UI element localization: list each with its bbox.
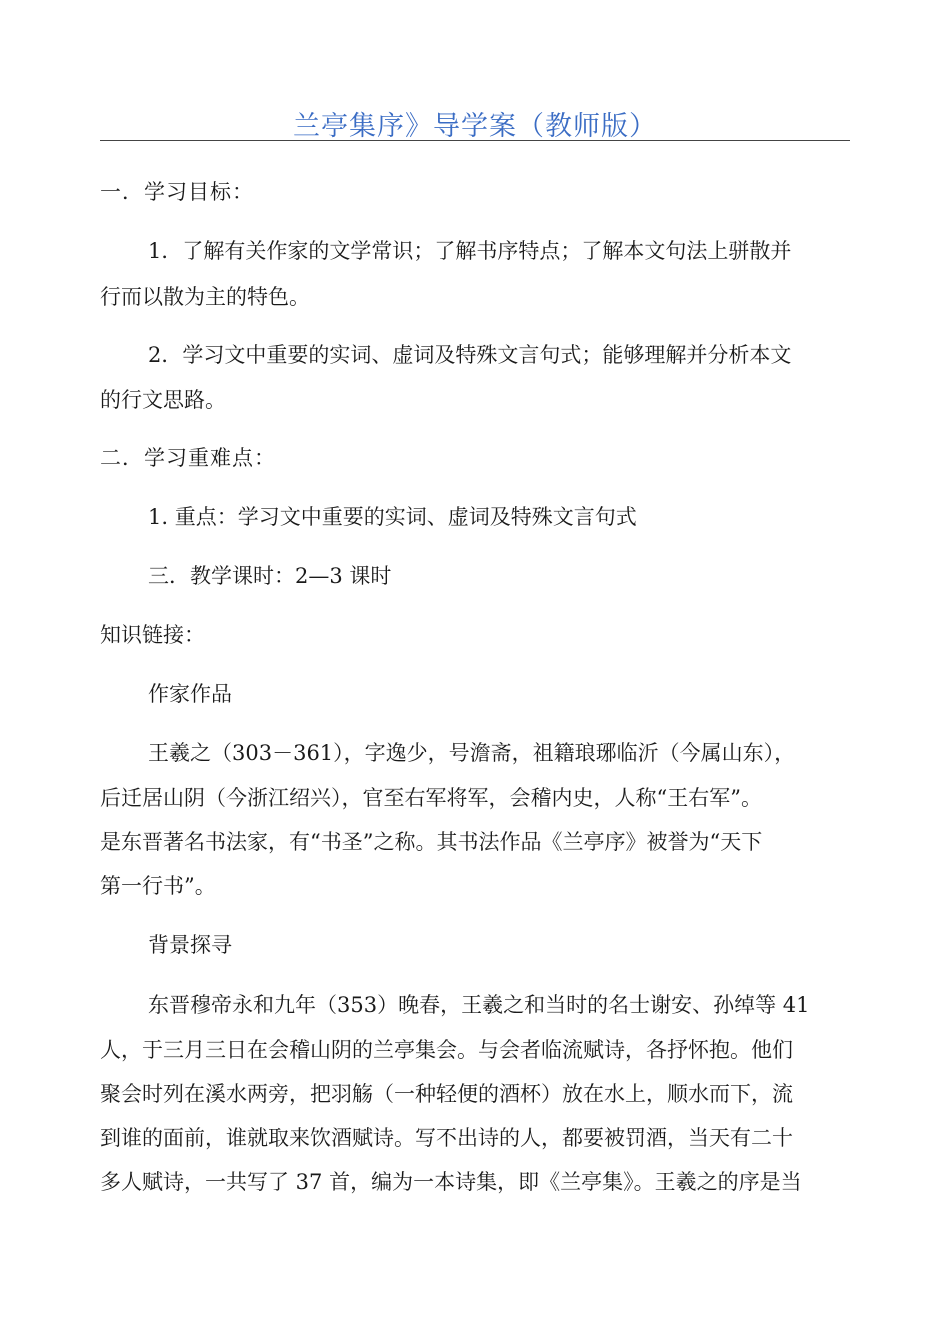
author-works-heading: 作家作品	[148, 682, 232, 706]
background-paragraph-line-5: 多人赋诗，一共写了 37 首，编为一本诗集，即《兰亭集》。王羲之的序是当	[100, 1170, 802, 1194]
title-underline	[100, 140, 850, 141]
background-paragraph-line-2: 人，于三月三日在会稽山阴的兰亭集会。与会者临流赋诗，各抒怀抱。他们	[100, 1038, 793, 1062]
goal-2-line-2: 的行文思路。	[100, 388, 226, 412]
goal-1-line-2: 行而以散为主的特色。	[100, 285, 310, 309]
goal-2-line-1: 2．学习文中重要的实词、虚词及特殊文言句式；能够理解并分析本文	[148, 343, 792, 367]
knowledge-link-heading: 知识链接：	[100, 623, 205, 647]
background-paragraph-line-4: 到谁的面前，谁就取来饮酒赋诗。写不出诗的人，都要被罚酒，当天有二十	[100, 1126, 793, 1150]
document-title: 兰亭集序》导学案（教师版）	[293, 111, 657, 142]
goals-heading: 一．学习目标：	[100, 180, 254, 204]
author-paragraph-line-2: 后迁居山阴（今浙江绍兴），官至右军将军，会稽内史，人称“王右军”。	[100, 786, 762, 810]
difficulty-heading: 二．学习重难点：	[100, 446, 276, 470]
background-heading: 背景探寻	[148, 933, 232, 957]
author-paragraph-line-4: 第一行书”。	[100, 874, 216, 898]
author-paragraph-line-1: 王羲之（303－361），字逸少，号澹斋，祖籍琅琊临沂（今属山东），	[148, 741, 796, 765]
difficulty-item-1: 1. 重点：学习文中重要的实词、虚词及特殊文言句式	[148, 505, 637, 529]
author-paragraph-line-3: 是东晋著名书法家，有“书圣”之称。其书法作品《兰亭序》被誉为“天下	[100, 830, 763, 854]
class-hours: 三．教学课时：2—3 课时	[148, 564, 392, 588]
goal-1-line-1: 1．了解有关作家的文学常识；了解书序特点；了解本文句法上骈散并	[148, 239, 792, 263]
background-paragraph-line-3: 聚会时列在溪水两旁，把羽觞（一种轻便的酒杯）放在水上，顺水而下，流	[100, 1082, 793, 1106]
background-paragraph-line-1: 东晋穆帝永和九年（353）晚春，王羲之和当时的名士谢安、孙绰等 41	[148, 993, 810, 1017]
